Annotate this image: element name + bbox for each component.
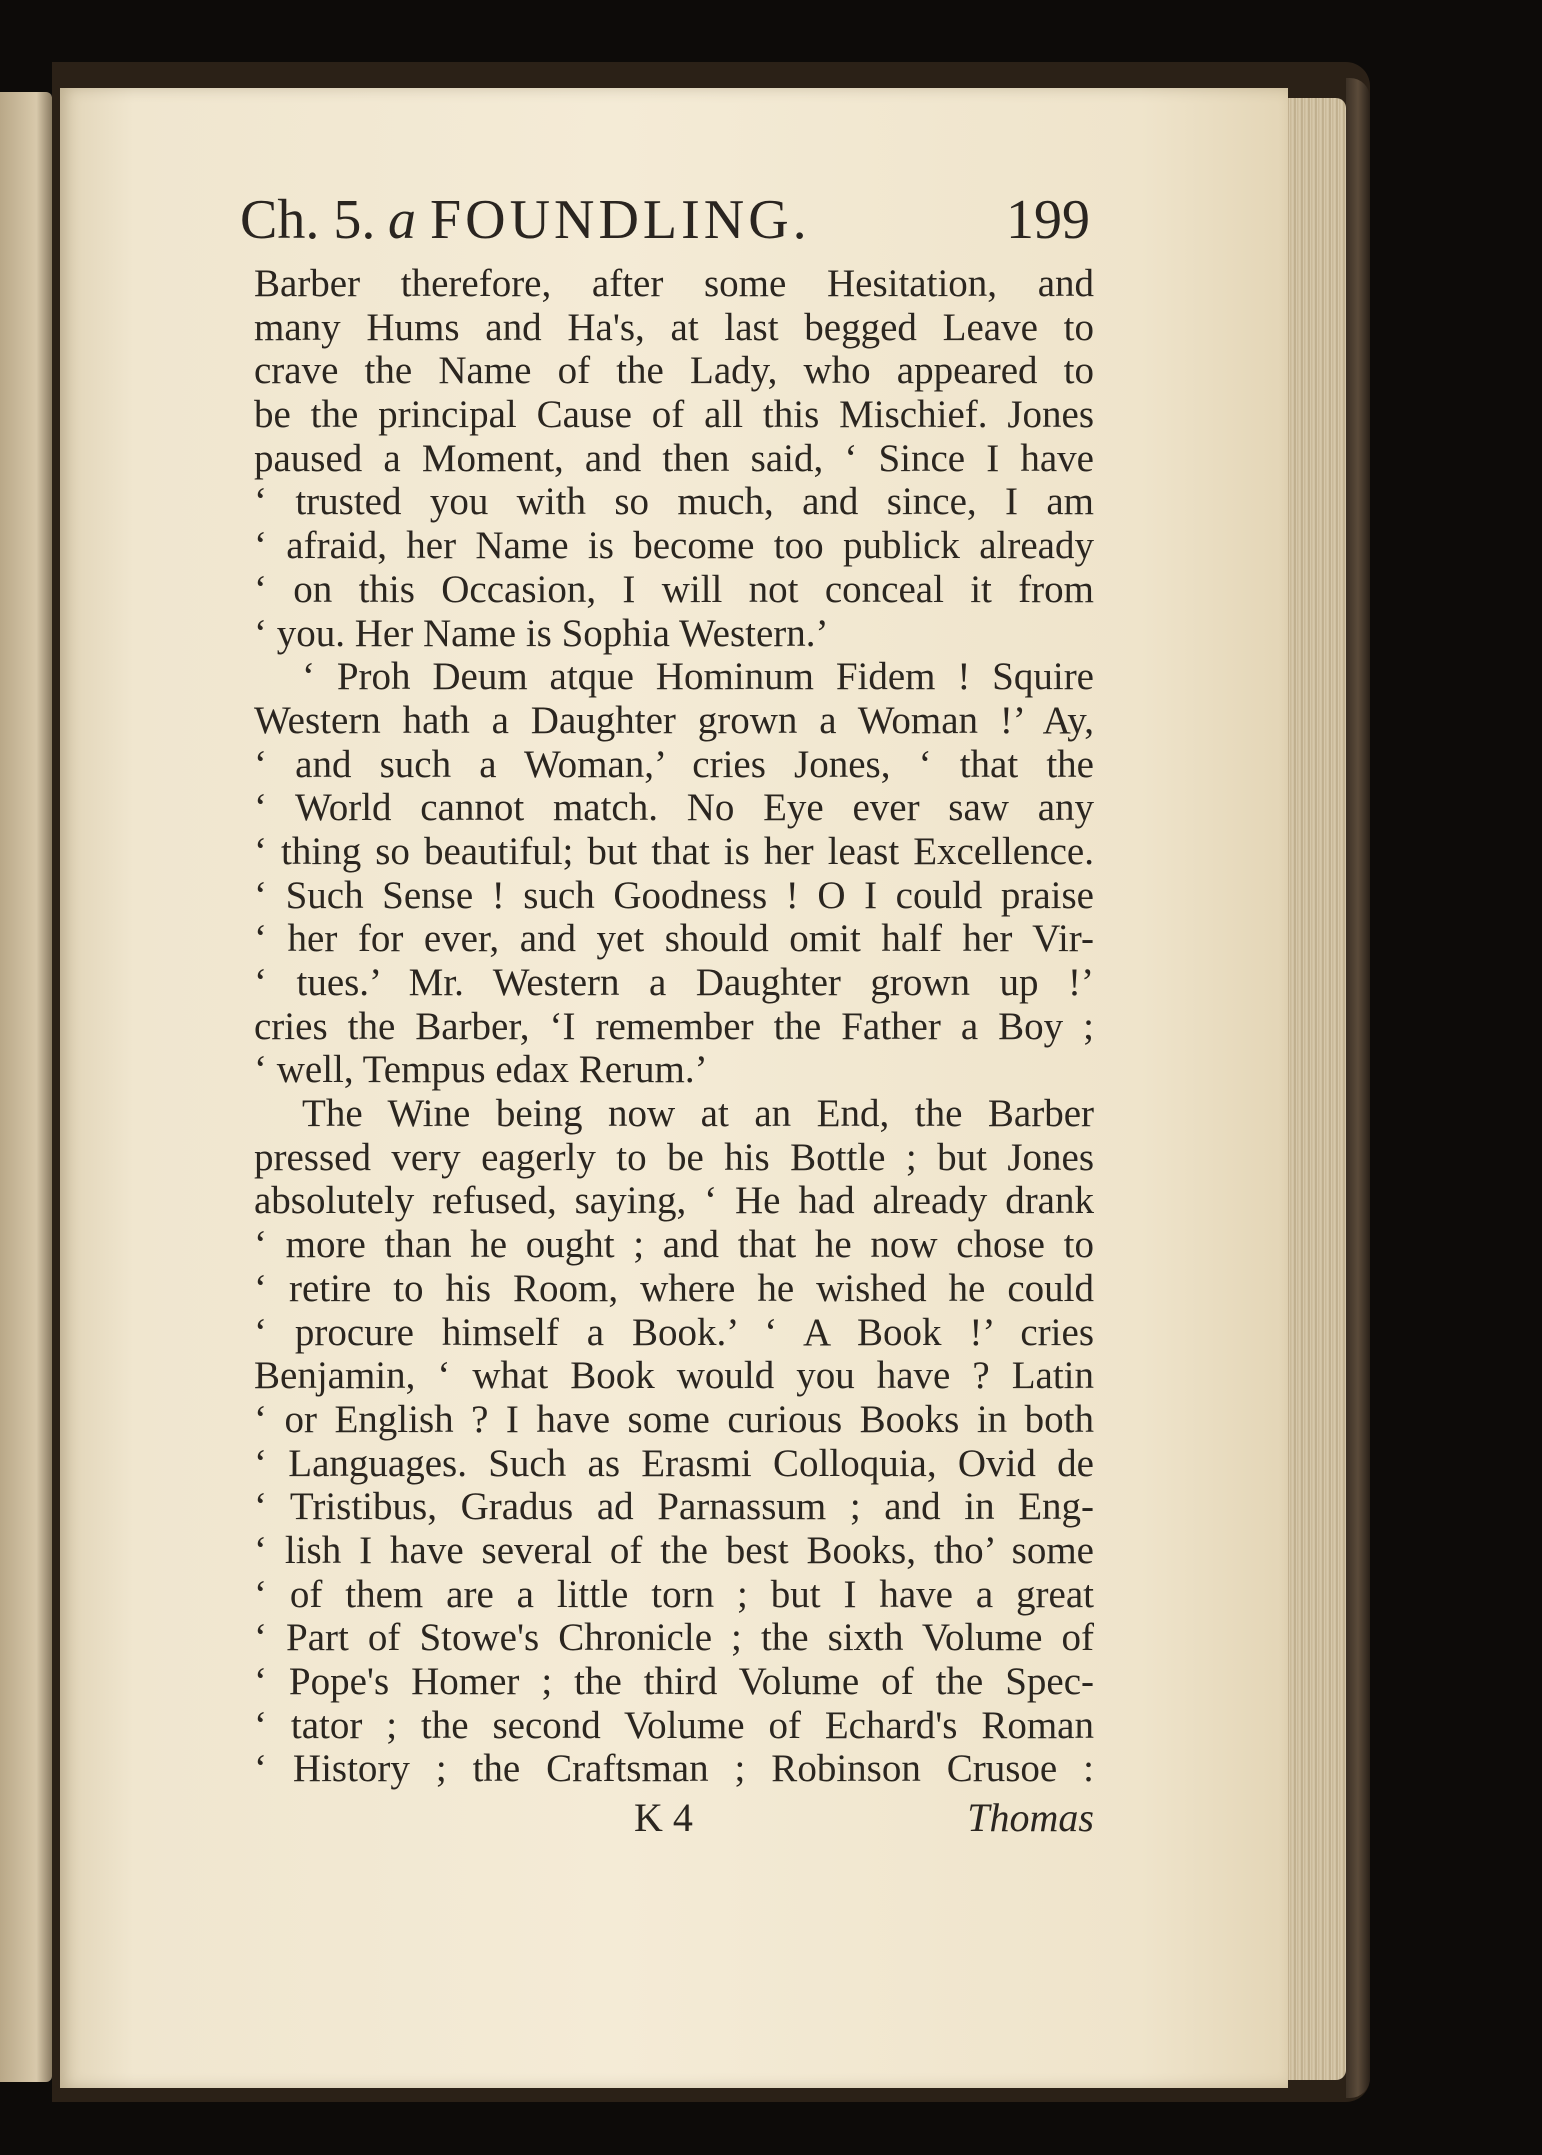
- text-line: Benjamin, ‘ what Book would you have ? Latin: [254, 1354, 1094, 1398]
- chapter-label: Ch. 5.: [240, 189, 376, 251]
- cover-edge: [1346, 78, 1370, 2098]
- text-line: Barber therefore, after some Hesitation, and: [254, 262, 1094, 305]
- text-line: The Wine being now at an End, the Barber: [302, 1092, 1094, 1136]
- running-title-text: FOUNDLING.: [430, 189, 811, 251]
- text-line: many Hums and Ha's, at last begged Leave to: [254, 305, 1094, 349]
- text-line: ‘ Such Sense ! such Goodness ! O I could praise: [254, 873, 1094, 917]
- text-line: paused a Moment, and then said, ‘ Since I have: [254, 436, 1094, 480]
- text-line: ‘ on this Occasion, I will not conceal it from: [254, 567, 1094, 611]
- page-footer: [254, 1794, 1094, 1844]
- text-line: ‘ procure himself a Book.’ ‘ A Book !’ cries: [254, 1310, 1094, 1354]
- text-line: ‘ and such a Woman,’ cries Jones, ‘ that the: [254, 742, 1094, 786]
- text-line: ‘ tator ; the second Volume of Echard's Roman: [254, 1703, 1094, 1747]
- text-line: ‘ you. Her Name is Sophia Western.’: [254, 611, 829, 655]
- text-line: be the principal Cause of all this Mischief. Jones: [254, 393, 1094, 437]
- text-line: ‘ or English ? I have some curious Books in both: [254, 1397, 1094, 1441]
- page-number: 199: [1006, 189, 1090, 251]
- signature-mark: K 4: [634, 1795, 693, 1840]
- running-header: [240, 188, 1090, 268]
- running-title: [388, 188, 811, 252]
- text-line: ‘ trusted you with so much, and since, I am: [254, 480, 1094, 524]
- catchword: Thomas: [967, 1795, 1094, 1840]
- running-title-article: a: [388, 189, 416, 251]
- text-line: ‘ Languages. Such as Erasmi Colloquia, Ovid de: [254, 1441, 1094, 1485]
- text-line: ‘ Pope's Homer ; the third Volume of the Spec-: [254, 1660, 1094, 1703]
- text-line: Western hath a Daughter grown a Woman !’ Ay,: [254, 698, 1094, 742]
- text-line: ‘ World cannot match. No Eye ever saw any: [254, 786, 1094, 830]
- text-line: absolutely refused, saying, ‘ He had already drank: [254, 1179, 1094, 1223]
- text-line: cries the Barber, ‘I remember the Father a Boy ;: [254, 1004, 1094, 1048]
- text-line: ‘ well, Tempus edax Rerum.’: [254, 1048, 708, 1092]
- text-line: ‘ History ; the Craftsman ; Robinson Crusoe :: [254, 1747, 1094, 1791]
- text-line: crave the Name of the Lady, who appeared to: [254, 349, 1094, 393]
- body-text: [254, 262, 1094, 1791]
- text-line: ‘ Tristibus, Gradus ad Parnassum ; and in Eng-: [254, 1485, 1094, 1529]
- text-line: ‘ Part of Stowe's Chronicle ; the sixth Volume of: [254, 1616, 1094, 1660]
- text-line: ‘ more than he ought ; and that he now chose to: [254, 1223, 1094, 1267]
- text-line: ‘ tues.’ Mr. Western a Daughter grown up !’: [254, 961, 1094, 1004]
- text-line: ‘ of them are a little torn ; but I have a great: [254, 1572, 1094, 1616]
- text-line: ‘ afraid, her Name is become too publick already: [254, 524, 1094, 568]
- text-line: ‘ her for ever, and yet should omit half her Vir-: [254, 917, 1094, 961]
- text-line: ‘ retire to his Room, where he wished he could: [254, 1266, 1094, 1310]
- text-line: pressed very eagerly to be his Bottle ; but Jones: [254, 1135, 1094, 1179]
- facing-page-edge: [0, 92, 52, 2082]
- text-line: ‘ lish I have several of the best Books, tho’ some: [254, 1528, 1094, 1572]
- text-line: ‘ thing so beautiful; but that is her least Excellence.: [254, 829, 1094, 873]
- text-line: ‘ Proh Deum atque Hominum Fidem ! Squire: [302, 655, 1094, 699]
